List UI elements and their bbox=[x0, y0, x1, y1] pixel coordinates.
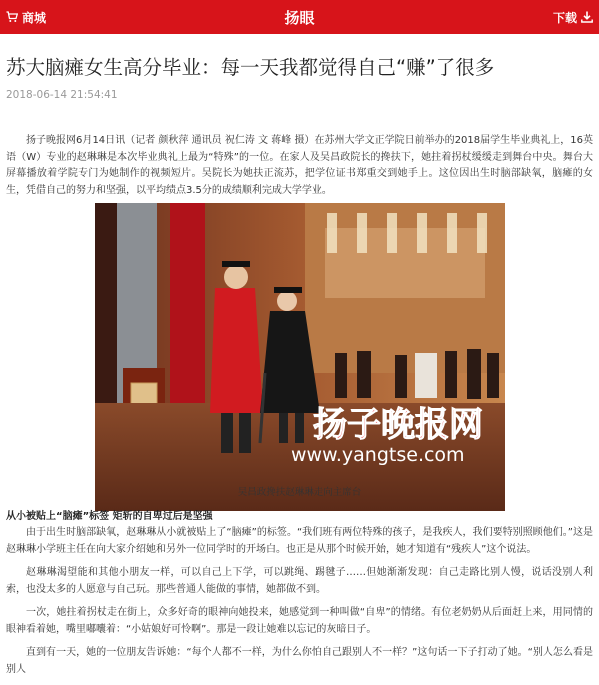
article-lead: 扬子晚报网6月14日讯（记者 颜秋萍 通讯员 祝仁涛 文 蒋峰 摄）在苏州大学文正学院日前举办的2018届学生毕业典礼上，16英语（W）专业的赵琳琳是本次毕业典礼上最为“特殊”的一位。在家人及吴昌政院长的搀扶下，她拄着拐杖缓缓走到舞台中央。舞台大屏幕播放着学院专门为她制作的视频短片。吴院长为她扶正流苏，把学位证书郑重交到她手上。这位因出生时脑部缺氧，脑瘫的女生，凭借自己的努力和坚强，以平均绩点3.5分的成绩顺利完成大学学业。 bbox=[6, 135, 593, 196]
article-paragraph: 一次，她拄着拐杖走在街上，众多好奇的眼神向她投来，她感觉到一种叫做“自卑”的情绪。有位老奶奶从后面赶上来，用同情的眼神看着她，嘴里嘟囔着：“小姑娘好可怜啊”。那是一段让她难以忘记的灰暗日子。 bbox=[6, 607, 593, 635]
article-paragraph: 直到有一天，她的一位朋友告诉她：“每个人都不一样，为什么你怕自己跟别人不一样？”这句话一下子打动了她。“别人怎么看是别人 bbox=[6, 647, 593, 675]
section-subheading: 从小被贴上“脑瘫”标签 矩斩的自卑过后是坚强 bbox=[6, 511, 213, 522]
article-body bbox=[6, 525, 593, 685]
photo-watermark-cn: 扬子晚报网 bbox=[313, 405, 483, 445]
cart-icon bbox=[6, 11, 18, 23]
download-label: 下载 bbox=[552, 10, 577, 25]
photo-watermark-url: www.yangtse.com bbox=[291, 444, 465, 466]
photo-illustration bbox=[95, 203, 505, 511]
article-content bbox=[6, 34, 593, 675]
article-paragraph: 由于出生时脑部缺氧，赵琳琳从小就被贴上了“脑瘫”的标签。“我们班有两位特殊的孩子，是我疾人，我们要特别照顾他们。”这是赵琳琳小学班主任在向大家介绍她和另外一位同学时的开场白。也正是从那个时候开始，她才知道有“残疾人”这个说法。 bbox=[6, 527, 593, 555]
shop-link[interactable] bbox=[6, 9, 46, 26]
top-navigation-bar bbox=[0, 0, 599, 34]
article-photo bbox=[95, 203, 505, 511]
shop-label: 商城 bbox=[22, 10, 47, 25]
article-time: 2018-06-14 21:54:41 bbox=[6, 89, 118, 101]
brand-title: 扬眼 bbox=[284, 8, 315, 27]
download-icon bbox=[581, 11, 593, 23]
article-paragraph: 赵琳琳渴望能和其他小朋友一样，可以自己上下学，可以跳绳、踢毽子……但她渐渐发现：自己走路比别人慢，说话没别人利索，也没太多的人愿意与自己玩。那些普通人能做的事情，她都做不到。 bbox=[6, 567, 593, 595]
photo-caption: 吴昌政搀扶赵琳琳走向主席台 bbox=[237, 487, 362, 498]
download-link[interactable] bbox=[553, 9, 593, 26]
article-title: 苏大脑瘫女生高分毕业：每一天我都觉得自己“赚”了很多 bbox=[6, 56, 495, 79]
